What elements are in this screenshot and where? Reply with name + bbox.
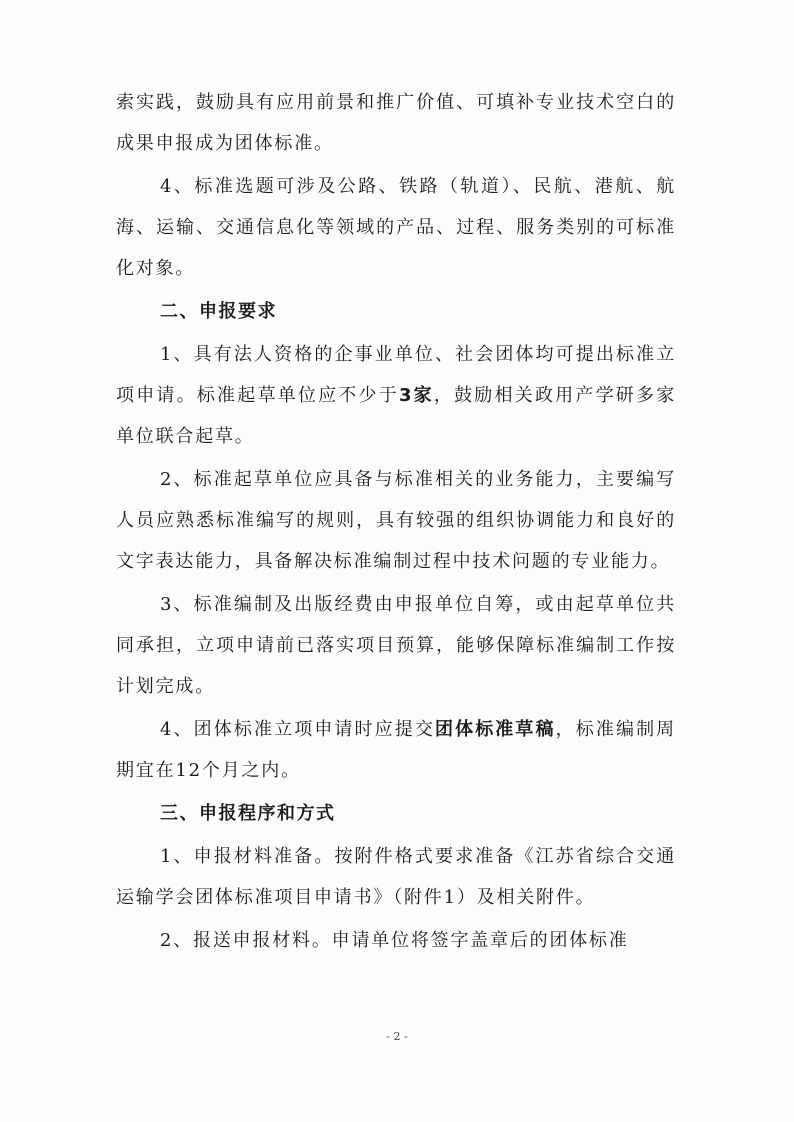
req1-text-a: 1、具有法人资格的企事业单位、社会团体均可提出标准立项申请。标准起草单位应不少于 bbox=[116, 344, 676, 406]
paragraph-proc2: 2、报送申报材料。申请单位将签字盖章后的团体标准 bbox=[160, 930, 629, 951]
paragraph-continuation: 索实践，鼓励具有应用前景和推广价值、可填补专业技术空白的成果申报成为团体标准。 bbox=[116, 92, 676, 154]
paragraph-proc1: 1、申报材料准备。按附件格式要求准备《江苏省综合交通运输学会团体标准项目申请书》（附件1）及相关附件。 bbox=[116, 846, 676, 908]
req4-bold-draft: 团体标准草稿 bbox=[434, 719, 556, 740]
paragraph-req1 bbox=[116, 334, 676, 457]
paragraph-item4-scope: 4、标准选题可涉及公路、铁路（轨道）、民航、港航、航海、运输、交通信息化等领域的产品、过程、服务类别的可标准化对象。 bbox=[116, 176, 676, 279]
req4-text-a: 4、团体标准立项申请时应提交 bbox=[160, 719, 435, 740]
page-number: - 2 - bbox=[386, 1030, 408, 1043]
paragraph-req4 bbox=[116, 709, 676, 791]
document-body bbox=[116, 82, 676, 963]
req4-text-b: ，标准编制周期宜在12个月之内。 bbox=[116, 719, 676, 781]
section-heading-procedure: 三、申报程序和方式 bbox=[160, 803, 336, 824]
req1-bold-count: 3家 bbox=[398, 385, 434, 406]
paragraph-req3: 3、标准编制及出版经费由申报单位自筹，或由起草单位共同承担，立项申请前已落实项目预算，能够保障标准编制工作按计划完成。 bbox=[116, 594, 676, 697]
req1-text-b: ，鼓励相关政用产学研多家单位联合起草。 bbox=[116, 385, 676, 447]
paragraph-req2: 2、标准起草单位应具备与标准相关的业务能力，主要编写人员应熟悉标准编写的规则，具有较强的组织协调能力和良好的文字表达能力，具备解决标准编制过程中技术问题的专业能力。 bbox=[116, 469, 676, 572]
section-heading-requirements: 二、申报要求 bbox=[160, 301, 277, 322]
